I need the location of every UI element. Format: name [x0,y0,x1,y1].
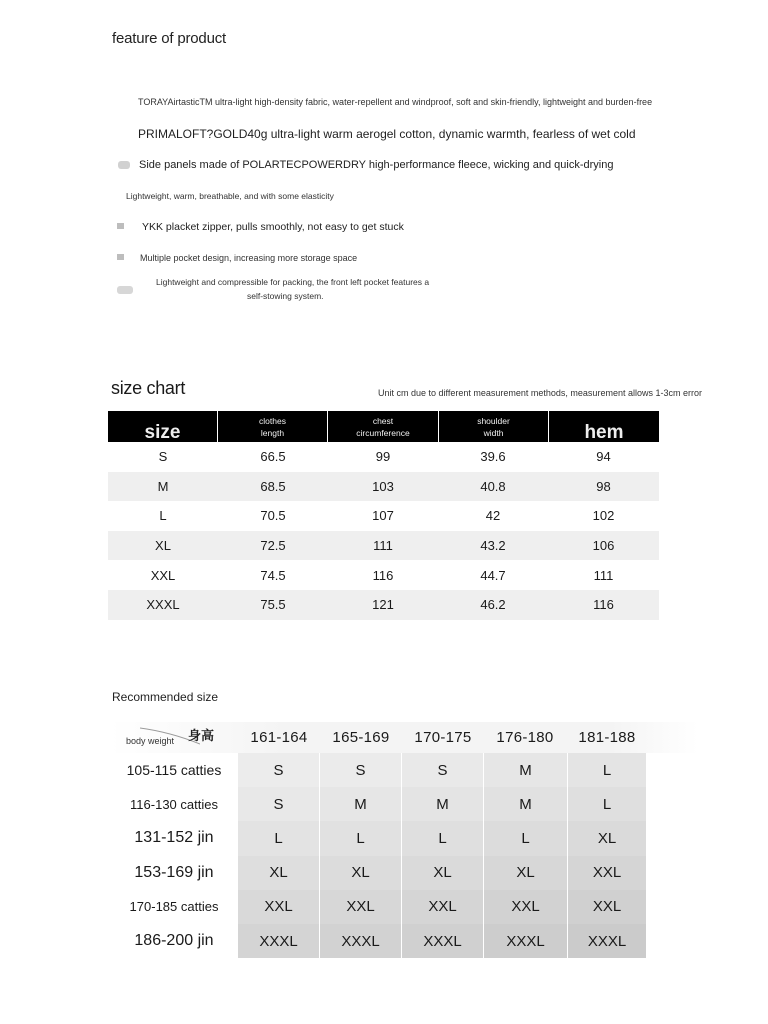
cell-hem: 111 [593,567,614,583]
size-cell: S [320,753,402,787]
corner-cell [110,722,238,753]
recommended-body [110,753,698,958]
corner-weight-label: body weight [126,736,175,746]
size-cell: XXXL [320,924,402,958]
cell-chest: 121 [372,597,394,613]
cell-chest: 103 [372,478,394,494]
cell-size: M [157,478,169,494]
size-chart-title: size chart [111,378,186,398]
cell-chest: 99 [375,449,391,465]
size-cell: S [402,753,484,787]
header-clothes-length: clothes length [218,411,327,442]
weight-label: 153-169 jin [134,863,214,881]
size-cell: XXL [402,890,484,924]
cell-shoulder: 42 [485,508,501,524]
size-cell: XXL [568,856,646,890]
feature-line-3: Side panels made of POLARTECPOWERDRY high-performance fleece, wicking and quick-drying [139,159,614,171]
cell-length: 75.5 [260,597,286,613]
size-cell: M [320,787,402,821]
feature-line-8: self-stowing system. [247,291,324,301]
size-cell: L [484,821,568,855]
recommended-header [110,722,698,753]
cell-size: XXXL [146,597,180,613]
recommended-table [110,722,698,958]
weight-label: 186-200 jin [134,932,214,950]
cell-chest: 116 [372,567,394,583]
table-row [108,501,659,531]
table-row [110,924,698,958]
table-row [110,753,698,787]
weight-label: 105-115 catties [126,762,222,779]
feature-line-1: TORAYAirtasticTM ultra-light high-density fabric, water-repellent and windproof, soft and skin-friendly, lightweight and burden-free [138,97,653,107]
size-cell: XL [402,856,484,890]
feature-line-2: PRIMALOFT?GOLD40g ultra-light warm aerogel cotton, dynamic warmth, fearless of wet cold [138,127,636,141]
table-row [110,890,698,924]
size-cell: M [402,787,484,821]
size-cell: L [320,821,402,855]
table-row [110,856,698,890]
cell-hem: 106 [592,538,615,554]
cell-length: 66.5 [260,449,286,465]
size-cell: L [402,821,484,855]
bullet-icon [118,161,130,169]
table-row [108,590,659,620]
size-cell: XXXL [568,924,646,958]
size-cell: XXL [484,890,568,924]
height-col-1: 161-164 [250,729,308,746]
cell-size: XL [155,538,171,554]
feature-line-7: Lightweight and compressible for packing, the front left pocket features a [156,277,430,287]
feature-title: feature of product [112,30,226,47]
weight-label: 131-152 jin [134,829,214,847]
bullet-icon [117,254,124,260]
feature-line-4: Lightweight, warm, breathable, and with some elasticity [126,191,334,201]
size-cell: L [568,753,646,787]
size-cell: XL [568,821,646,855]
cell-shoulder: 40.8 [480,478,506,494]
cell-hem: 102 [592,508,615,524]
cell-hem: 116 [593,597,614,613]
table-row [108,531,659,561]
size-cell: XXL [568,890,646,924]
cell-length: 68.5 [260,478,286,494]
bullet-icon [117,286,133,294]
cell-length: 74.5 [260,567,286,583]
cell-shoulder: 46.2 [480,597,506,613]
header-chest: chest circumference [328,411,438,442]
size-cell: XXXL [402,924,484,958]
table-row [108,560,659,590]
header-size: size [108,411,217,442]
cell-chest: 107 [372,508,394,524]
cell-length: 72.5 [260,538,286,554]
size-cell: XL [320,856,402,890]
cell-size: L [159,508,167,524]
size-cell: XXL [238,890,320,924]
size-cell: XL [484,856,568,890]
bullet-icon [117,223,124,229]
size-cell: XXXL [238,924,320,958]
height-col-2: 165-169 [332,729,390,746]
size-cell: M [484,787,568,821]
size-cell: L [238,821,320,855]
table-row [108,442,659,472]
size-cell: XL [238,856,320,890]
cell-shoulder: 39.6 [480,449,506,465]
cell-chest: 111 [373,538,393,554]
size-cell: L [568,787,646,821]
weight-label: 116-130 catties [130,796,218,812]
size-cell: S [238,787,320,821]
cell-shoulder: 44.7 [480,567,506,583]
size-chart-header [108,411,659,442]
size-cell: S [238,753,320,787]
height-col-4: 176-180 [496,729,554,746]
weight-label: 170-185 catties [129,899,219,915]
height-col-5: 181-188 [578,729,636,746]
table-row [110,821,698,855]
cell-shoulder: 43.2 [480,538,506,554]
cell-hem: 94 [596,449,611,465]
size-chart-table [108,411,659,620]
feature-line-5: YKK placket zipper, pulls smoothly, not easy to get stuck [142,221,404,233]
feature-line-6: Multiple pocket design, increasing more storage space [140,253,358,263]
corner-height-label: 身高 [188,728,215,743]
recommended-title: Recommended size [112,690,219,704]
table-row [110,787,698,821]
cell-length: 70.5 [260,508,286,524]
cell-hem: 98 [596,478,611,494]
size-chart-note: Unit cm due to different measurement methods, measurement allows 1-3cm error [378,388,702,398]
height-col-3: 170-175 [414,729,472,746]
size-cell: XXL [320,890,402,924]
size-cell: XXXL [484,924,568,958]
header-shoulder: shoulder width [439,411,548,442]
table-row [108,472,659,502]
size-cell: M [484,753,568,787]
cell-size: XXL [150,567,176,583]
cell-size: S [158,449,168,465]
header-hem: hem [549,411,659,442]
